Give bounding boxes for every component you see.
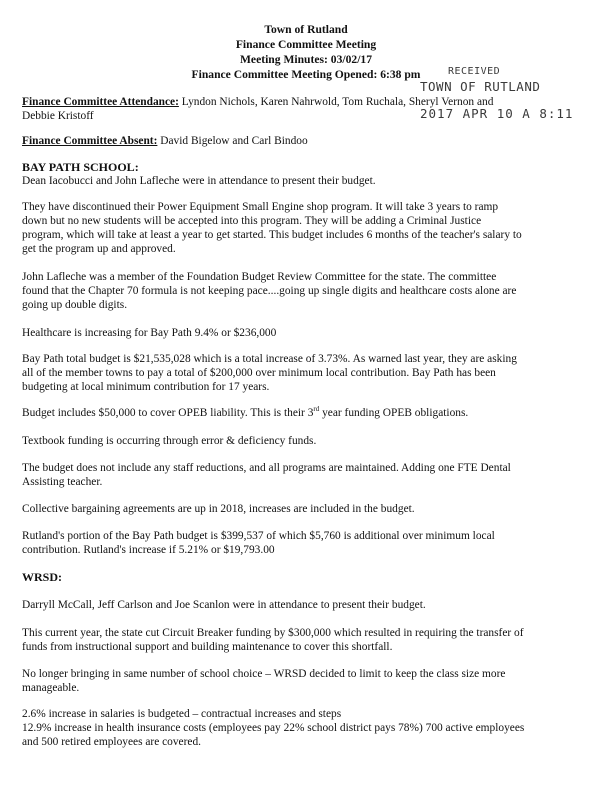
text-run: Budget includes $50,000 to cover OPEB liability. This is their 3 — [22, 407, 314, 419]
text-line: found that the Chapter 70 formula is not keeping pace....going up single digits and healthcare costs alone are — [22, 285, 517, 297]
text-line: 2.6% increase in salaries is budgeted – contractual increases and steps — [22, 708, 342, 720]
text-line: program, which will take at least a year to get started. This budget includes 6 months of the teacher's salary to — [22, 229, 522, 241]
bay-path-para-4: Healthcare is increasing for Bay Path 9.4% or $236,000 — [22, 327, 277, 339]
bay-path-para-10 — [22, 529, 594, 557]
text-run: year funding OPEB obligations. — [319, 407, 469, 419]
text-line: This current year, the state cut Circuit Breaker funding by $300,000 which resulted in requiring the transfer of — [22, 627, 524, 639]
attendance-names: Lyndon Nichols, Karen Nahrwold, Tom Ruchala, Sheryl Vernon and — [178, 96, 494, 108]
text-line: manageable. — [22, 682, 80, 694]
text-line: down but no new students will be accepted into this program. They will be adding a Criminal Justice — [22, 215, 482, 227]
text-line: going up double digits. — [22, 299, 128, 311]
meeting-opened: Finance Committee Meeting Opened: 6:38 pm — [191, 68, 421, 81]
bay-path-para-5 — [22, 352, 594, 394]
bay-path-para-9: Collective bargaining agreements are up in 2018, increases are included in the budget. — [22, 503, 415, 515]
received-stamp-label: RECEIVED — [448, 66, 501, 77]
received-stamp-town: TOWN OF RUTLAND — [420, 79, 541, 94]
text-line: Assisting teacher. — [22, 476, 103, 488]
text-line: get the program up and approved. — [22, 243, 176, 255]
absent-names: David Bigelow and Carl Bindoo — [157, 135, 308, 147]
text-line: No longer bringing in same number of school choice – WRSD decided to limit to keep the class size more — [22, 668, 506, 680]
minutes-date: Meeting Minutes: 03/02/17 — [239, 53, 373, 66]
text-line: funds from instructional support and building maintenance to cover this shortfall. — [22, 641, 393, 653]
text-line: and 500 retired employees are covered. — [22, 736, 202, 748]
text-line: John Lafleche was a member of the Foundation Budget Review Committee for the state. The committee — [22, 271, 497, 283]
wrsd-heading: WRSD: — [22, 570, 63, 584]
bay-path-para-2 — [22, 200, 594, 256]
text-line: Rutland's portion of the Bay Path budget is $399,537 of which $5,760 is additional over minimum local — [22, 530, 495, 542]
attendance-label: Finance Committee Attendance: — [22, 96, 179, 108]
wrsd-para-3 — [22, 667, 594, 695]
wrsd-para-4 — [22, 707, 594, 749]
town-title: Town of Rutland — [264, 23, 348, 36]
meeting-title: Finance Committee Meeting — [235, 38, 377, 51]
attendance-section — [22, 95, 594, 123]
text-line: 12.9% increase in health insurance costs (employees pay 22% school district pays 78%) 700 active employees — [22, 722, 525, 734]
wrsd-para-1: Darryll McCall, Jeff Carlson and Joe Scanlon were in attendance to present their budget. — [22, 599, 426, 611]
text-line: The budget does not include any staff reductions, and all programs are maintained. Adding one FTE Dental — [22, 462, 511, 474]
bay-path-para-6 — [22, 406, 594, 420]
bay-path-para-1: Dean Iacobucci and John Lafleche were in attendance to present their budget. — [22, 175, 376, 187]
wrsd-para-2 — [22, 626, 594, 654]
superscript: rd — [313, 405, 320, 414]
text-line: budgeting at local minimum contribution for 17 years. — [22, 381, 270, 393]
absent-section — [22, 134, 594, 148]
text-line: contribution. Rutland's increase if 5.21% or $19,793.00 — [22, 544, 275, 556]
text-line: all of the member towns to pay a total of $200,000 over minimum local contribution. Bay Path has been — [22, 367, 496, 379]
attendance-names-cont: Debbie Kristoff — [22, 110, 94, 122]
absent-label: Finance Committee Absent: — [22, 135, 158, 147]
received-stamp-date: 2017 APR 10 A 8:11 — [420, 106, 574, 121]
text-line: Bay Path total budget is $21,535,028 which is a total increase of 3.73%. As warned last year, they are asking — [22, 353, 517, 365]
bay-path-para-7: Textbook funding is occurring through error & deficiency funds. — [22, 435, 317, 447]
text-line: They have discontinued their Power Equipment Small Engine shop program. It will take 3 years to ramp — [22, 201, 499, 213]
bay-path-para-8 — [22, 461, 594, 489]
bay-path-heading: BAY PATH SCHOOL: — [22, 160, 139, 174]
bay-path-para-3 — [22, 270, 594, 312]
